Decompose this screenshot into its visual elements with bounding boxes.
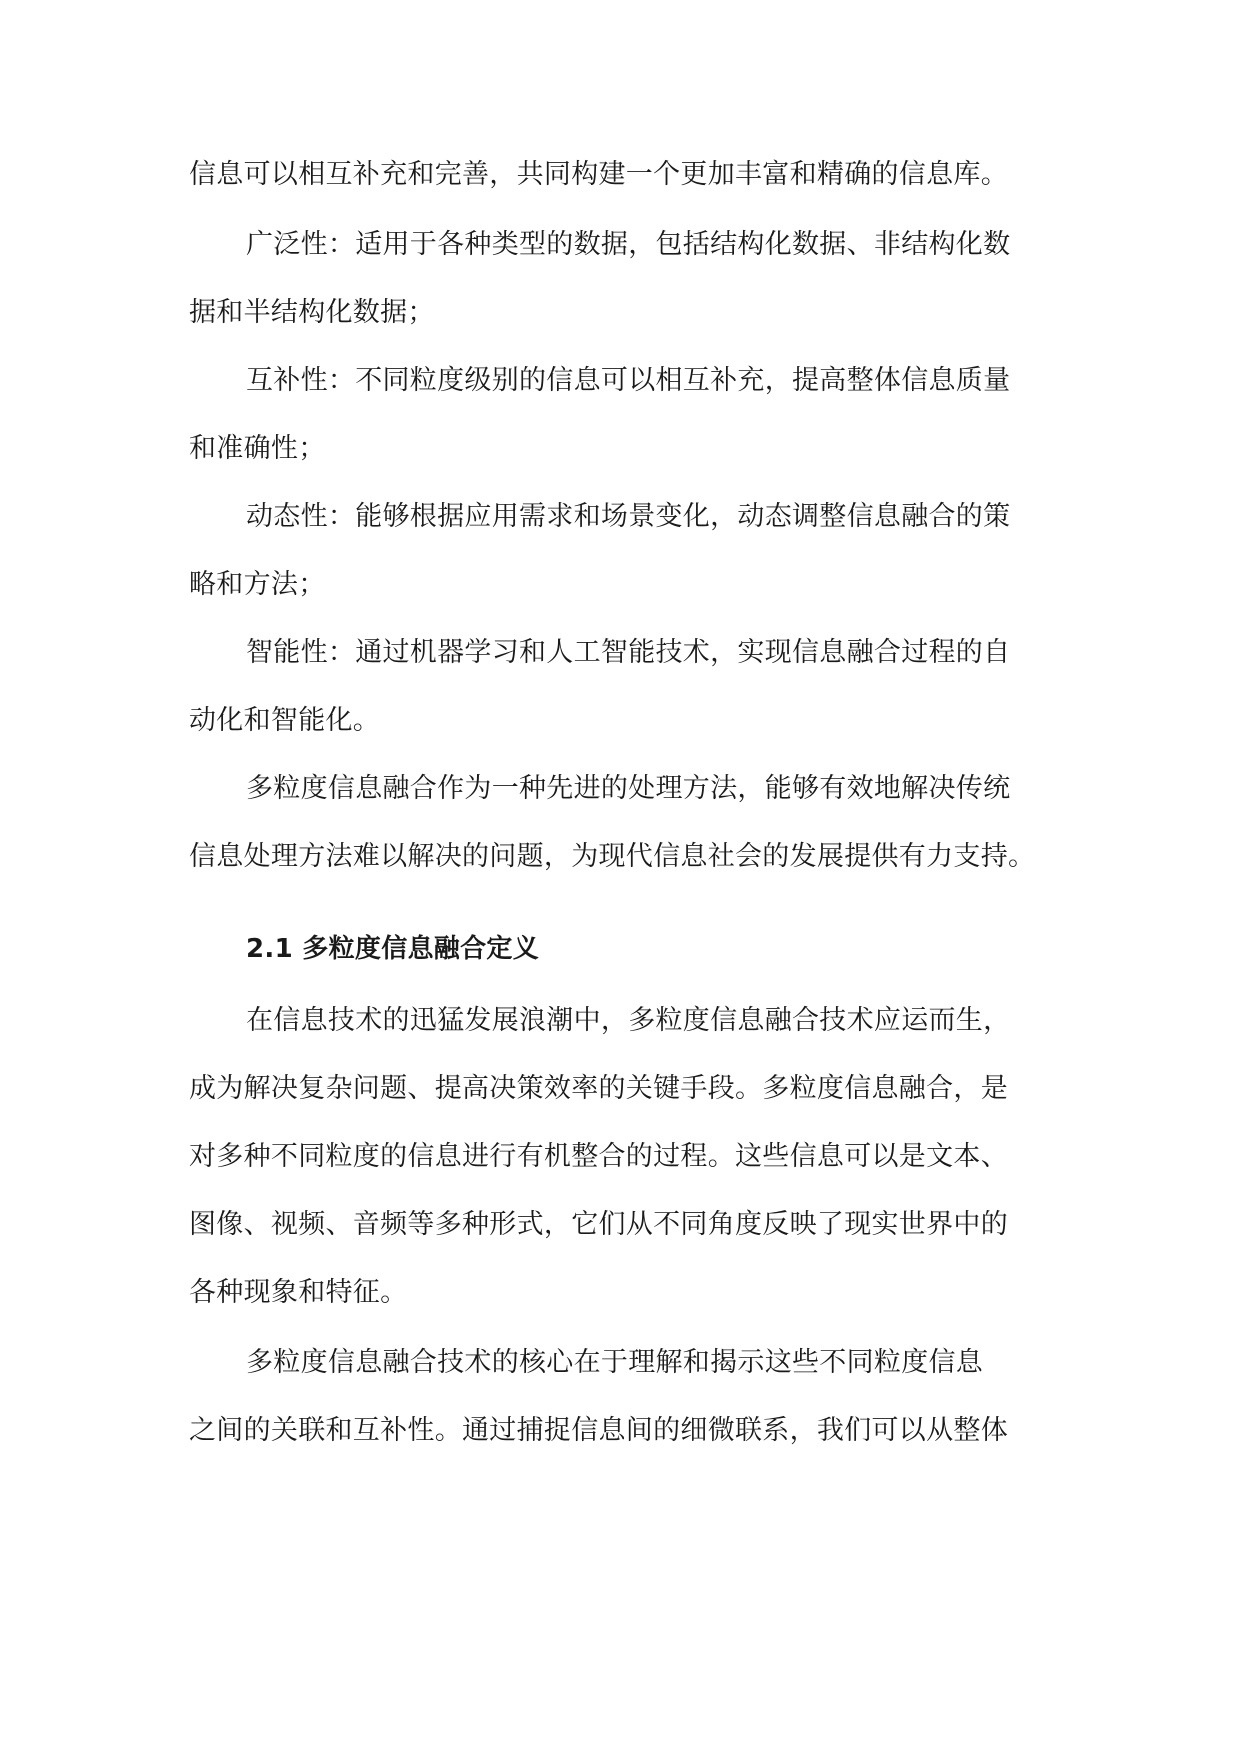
paragraph-line: 图像、视频、音频等多种形式，它们从不同角度反映了现实世界中的	[189, 1209, 1008, 1240]
paragraph-line: 动化和智能化。	[189, 705, 381, 736]
paragraph-line: 信息可以相互补充和完善，共同构建一个更加丰富和精确的信息库。	[189, 159, 1008, 190]
paragraph-line: 信息处理方法难以解决的问题，为现代信息社会的发展提供有力支持。	[189, 841, 1036, 872]
paragraph-line: 智能性：通过机器学习和人工智能技术，实现信息融合过程的自	[246, 637, 1011, 668]
paragraph-line: 动态性：能够根据应用需求和场景变化，动态调整信息融合的策	[246, 501, 1011, 532]
paragraph-line: 多粒度信息融合作为一种先进的处理方法，能够有效地解决传统	[246, 773, 1011, 804]
paragraph-line: 略和方法；	[189, 569, 326, 600]
paragraph-line: 各种现象和特征。	[189, 1277, 408, 1308]
paragraph-line: 成为解决复杂问题、提高决策效率的关键手段。多粒度信息融合，是	[189, 1073, 1008, 1104]
paragraph-line: 互补性：不同粒度级别的信息可以相互补充，提高整体信息质量	[246, 365, 1011, 396]
paragraph-line: 对多种不同粒度的信息进行有机整合的过程。这些信息可以是文本、	[189, 1141, 1008, 1172]
paragraph-line: 多粒度信息融合技术的核心在于理解和揭示这些不同粒度信息	[246, 1347, 984, 1378]
paragraph-line: 在信息技术的迅猛发展浪潮中，多粒度信息融合技术应运而生，	[246, 1005, 1011, 1036]
paragraph-line: 广泛性：适用于各种类型的数据，包括结构化数据、非结构化数	[246, 229, 1011, 260]
section-heading: 2.1 多粒度信息融合定义	[246, 934, 540, 964]
paragraph-line: 之间的关联和互补性。通过捕捉信息间的细微联系，我们可以从整体	[189, 1415, 1008, 1446]
paragraph-line: 据和半结构化数据；	[189, 297, 435, 328]
paragraph-line: 和准确性；	[189, 433, 326, 464]
